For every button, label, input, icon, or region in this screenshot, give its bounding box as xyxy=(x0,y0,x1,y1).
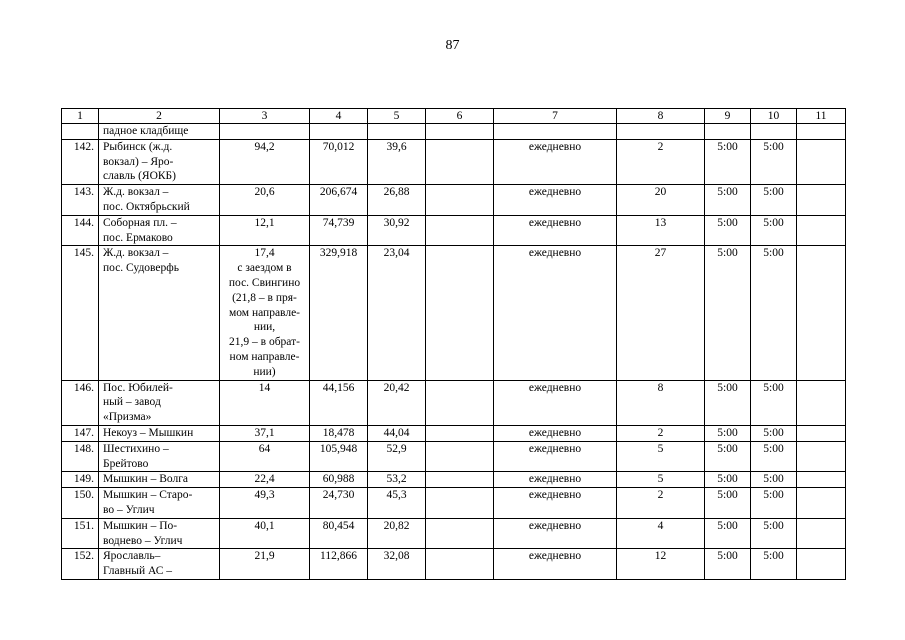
table-row xyxy=(62,246,846,380)
col11-value xyxy=(797,549,846,580)
table-row xyxy=(62,124,846,140)
row-number: 145. xyxy=(62,246,99,380)
row-number: 149. xyxy=(62,472,99,488)
row-number: 142. xyxy=(62,139,99,184)
column-header: 8 xyxy=(617,109,705,124)
col11-value xyxy=(797,139,846,184)
route-length: 21,9 xyxy=(220,549,310,580)
column-number-row xyxy=(62,109,846,124)
col4-value: 105,948 xyxy=(310,441,368,472)
col9-value: 5:00 xyxy=(705,549,751,580)
col9-value: 5:00 xyxy=(705,488,751,519)
col9-value: 5:00 xyxy=(705,380,751,425)
table-row xyxy=(62,139,846,184)
route-length: 94,2 xyxy=(220,139,310,184)
col9-value: 5:00 xyxy=(705,472,751,488)
table-row xyxy=(62,380,846,425)
col9-value: 5:00 xyxy=(705,425,751,441)
route-length: 17,4 с заездом в пос. Свингино (21,8 – в пря- мом направле- нии, 21,9 – в обрат- ном направле- нии) xyxy=(220,246,310,380)
route-table xyxy=(61,108,846,580)
row-number: 143. xyxy=(62,185,99,216)
column-header: 11 xyxy=(797,109,846,124)
schedule: ежедневно xyxy=(494,380,617,425)
col11-value xyxy=(797,246,846,380)
table-row xyxy=(62,472,846,488)
col8-value: 27 xyxy=(617,246,705,380)
col11-value xyxy=(797,124,846,140)
schedule: ежедневно xyxy=(494,441,617,472)
column-header: 5 xyxy=(368,109,426,124)
table-row xyxy=(62,425,846,441)
col10-value: 5:00 xyxy=(751,472,797,488)
col9-value: 5:00 xyxy=(705,246,751,380)
col11-value xyxy=(797,380,846,425)
col6-value xyxy=(426,549,494,580)
row-number: 151. xyxy=(62,518,99,549)
col5-value: 23,04 xyxy=(368,246,426,380)
col8-value: 8 xyxy=(617,380,705,425)
route-name: Шестихино – Брейтово xyxy=(99,441,220,472)
col10-value: 5:00 xyxy=(751,488,797,519)
col8-value: 13 xyxy=(617,215,705,246)
row-number: 150. xyxy=(62,488,99,519)
route-length: 49,3 xyxy=(220,488,310,519)
col11-value xyxy=(797,425,846,441)
col8-value: 12 xyxy=(617,549,705,580)
col9-value: 5:00 xyxy=(705,215,751,246)
col10-value: 5:00 xyxy=(751,246,797,380)
col6-value xyxy=(426,441,494,472)
col9-value: 5:00 xyxy=(705,185,751,216)
col11-value xyxy=(797,518,846,549)
route-length: 64 xyxy=(220,441,310,472)
col8-value: 4 xyxy=(617,518,705,549)
column-header: 2 xyxy=(99,109,220,124)
schedule: ежедневно xyxy=(494,425,617,441)
col11-value xyxy=(797,215,846,246)
schedule xyxy=(494,124,617,140)
col10-value: 5:00 xyxy=(751,518,797,549)
column-header: 7 xyxy=(494,109,617,124)
col11-value xyxy=(797,441,846,472)
page-number: 87 xyxy=(445,38,460,53)
table-row xyxy=(62,518,846,549)
column-header: 9 xyxy=(705,109,751,124)
col10-value: 5:00 xyxy=(751,549,797,580)
row-number: 148. xyxy=(62,441,99,472)
row-number: 147. xyxy=(62,425,99,441)
table-row xyxy=(62,441,846,472)
col6-value xyxy=(426,518,494,549)
route-name: падное кладбище xyxy=(99,124,220,140)
route-length: 37,1 xyxy=(220,425,310,441)
col5-value: 32,08 xyxy=(368,549,426,580)
col6-value xyxy=(426,185,494,216)
col4-value: 206,674 xyxy=(310,185,368,216)
route-length: 12,1 xyxy=(220,215,310,246)
column-header: 1 xyxy=(62,109,99,124)
col5-value: 52,9 xyxy=(368,441,426,472)
col8-value: 2 xyxy=(617,139,705,184)
table-row xyxy=(62,488,846,519)
col8-value: 5 xyxy=(617,472,705,488)
col6-value xyxy=(426,472,494,488)
column-header: 4 xyxy=(310,109,368,124)
table-row xyxy=(62,185,846,216)
col5-value: 20,82 xyxy=(368,518,426,549)
route-name: Некоуз – Мышкин xyxy=(99,425,220,441)
schedule: ежедневно xyxy=(494,472,617,488)
col11-value xyxy=(797,472,846,488)
col10-value: 5:00 xyxy=(751,425,797,441)
schedule: ежедневно xyxy=(494,246,617,380)
table-row xyxy=(62,549,846,580)
table-row xyxy=(62,215,846,246)
col10-value: 5:00 xyxy=(751,139,797,184)
route-name: Ж.д. вокзал – пос. Октябрьский xyxy=(99,185,220,216)
col8-value: 20 xyxy=(617,185,705,216)
route-name: Ярославль– Главный АС – xyxy=(99,549,220,580)
col5-value: 44,04 xyxy=(368,425,426,441)
col8-value: 2 xyxy=(617,425,705,441)
route-name: Мышкин – Волга xyxy=(99,472,220,488)
row-number: 152. xyxy=(62,549,99,580)
col11-value xyxy=(797,185,846,216)
col8-value xyxy=(617,124,705,140)
col6-value xyxy=(426,488,494,519)
row-number: 144. xyxy=(62,215,99,246)
col11-value xyxy=(797,488,846,519)
col6-value xyxy=(426,124,494,140)
col5-value: 53,2 xyxy=(368,472,426,488)
row-number: 146. xyxy=(62,380,99,425)
col4-value: 44,156 xyxy=(310,380,368,425)
col5-value: 20,42 xyxy=(368,380,426,425)
col9-value: 5:00 xyxy=(705,139,751,184)
col5-value: 30,92 xyxy=(368,215,426,246)
col10-value xyxy=(751,124,797,140)
schedule: ежедневно xyxy=(494,215,617,246)
schedule: ежедневно xyxy=(494,549,617,580)
route-length xyxy=(220,124,310,140)
route-length: 20,6 xyxy=(220,185,310,216)
col5-value: 39,6 xyxy=(368,139,426,184)
col6-value xyxy=(426,215,494,246)
route-name: Рыбинск (ж.д. вокзал) – Яро- славль (ЯОКБ) xyxy=(99,139,220,184)
col6-value xyxy=(426,246,494,380)
col6-value xyxy=(426,425,494,441)
schedule: ежедневно xyxy=(494,518,617,549)
col8-value: 5 xyxy=(617,441,705,472)
col4-value: 329,918 xyxy=(310,246,368,380)
col4-value: 112,866 xyxy=(310,549,368,580)
route-length: 40,1 xyxy=(220,518,310,549)
col9-value xyxy=(705,124,751,140)
col4-value: 60,988 xyxy=(310,472,368,488)
col10-value: 5:00 xyxy=(751,441,797,472)
col4-value: 74,739 xyxy=(310,215,368,246)
col10-value: 5:00 xyxy=(751,185,797,216)
route-length: 14 xyxy=(220,380,310,425)
col6-value xyxy=(426,139,494,184)
col4-value: 70,012 xyxy=(310,139,368,184)
schedule: ежедневно xyxy=(494,488,617,519)
route-name: Мышкин – По- воднево – Углич xyxy=(99,518,220,549)
schedule: ежедневно xyxy=(494,185,617,216)
col4-value: 80,454 xyxy=(310,518,368,549)
col9-value: 5:00 xyxy=(705,441,751,472)
col10-value: 5:00 xyxy=(751,380,797,425)
route-name: Ж.д. вокзал – пос. Судоверфь xyxy=(99,246,220,380)
col9-value: 5:00 xyxy=(705,518,751,549)
col5-value: 26,88 xyxy=(368,185,426,216)
route-name: Соборная пл. – пос. Ермаково xyxy=(99,215,220,246)
col5-value xyxy=(368,124,426,140)
route-length: 22,4 xyxy=(220,472,310,488)
col4-value xyxy=(310,124,368,140)
col8-value: 2 xyxy=(617,488,705,519)
route-name: Мышкин – Старо- во – Углич xyxy=(99,488,220,519)
route-name: Пос. Юбилей- ный – завод «Призма» xyxy=(99,380,220,425)
col6-value xyxy=(426,380,494,425)
column-header: 10 xyxy=(751,109,797,124)
column-header: 6 xyxy=(426,109,494,124)
col4-value: 18,478 xyxy=(310,425,368,441)
col5-value: 45,3 xyxy=(368,488,426,519)
column-header: 3 xyxy=(220,109,310,124)
schedule: ежедневно xyxy=(494,139,617,184)
col4-value: 24,730 xyxy=(310,488,368,519)
col10-value: 5:00 xyxy=(751,215,797,246)
row-number xyxy=(62,124,99,140)
